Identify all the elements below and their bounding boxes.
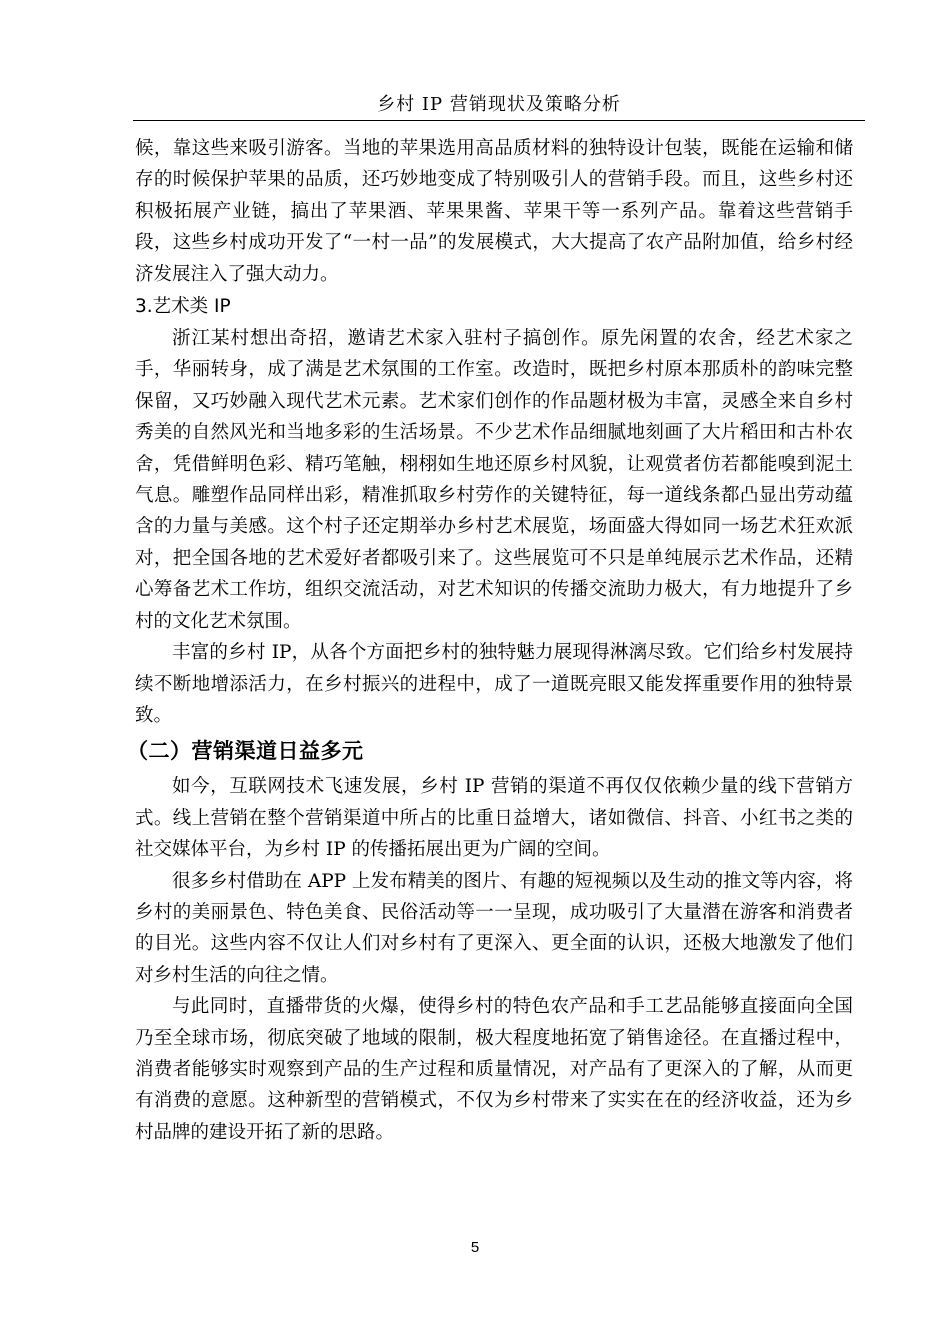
section-heading-channels: （二）营销渠道日益多元 [127, 739, 364, 764]
paragraph-continued: 候，靠这些来吸引游客。当地的苹果选用高品质材料的独特设计包装，既能在运输和储存的时候保护苹果的品质，还巧妙地变成了特别吸引人的营销手段。而且，这些乡村还积极拓展产业链，搞出了苹果酒、苹果果酱、苹果干等一系列产品。靠着这些营销手段，这些乡村成功开发了“一村一品”的发展模式，大大提高了农产品附加值，给乡村经济发展注入了强大动力。 [135, 138, 853, 285]
paragraph-app-content: 很多乡村借助在 APP 上发布精美的图片、有趣的短视频以及生动的推文等内容，将乡村的美丽景色、特色美食、民俗活动等一一呈现，成功吸引了大量潜在游客和消费者的目光。这些内容不仅让人们对乡村有了更深入、更全面的认识，还极大地激发了他们对乡村生活的向往之情。 [135, 870, 853, 986]
paragraph-rich-ip: 丰富的乡村 IP，从各个方面把乡村的独特魅力展现得淋漓尽致。它们给乡村发展持续不断地增添活力，在乡村振兴的进程中，成了一道既亮眼又能发挥重要作用的独特景致。 [135, 642, 853, 726]
paragraph-art-village: 浙江某村想出奇招，邀请艺术家入驻村子搞创作。原先闲置的农舍，经艺术家之手，华丽转身，成了满是艺术氛围的工作室。改造时，既把乡村原本那质朴的韵味完整保留，又巧妙融入现代艺术元素。艺术家们创作的作品题材极为丰富，灵感全来自乡村秀美的自然风光和当地多彩的生活场景。不少艺术作品细腻地刻画了大片稻田和古朴农舍，凭借鲜明色彩、精巧笔触，栩栩如生地还原乡村风貌，让观赏者仿若都能嗅到泥土气息。雕塑作品同样出彩，精准抓取乡村劳作的关键特征，每一道线条都凸显出劳动蕴含的力量与美感。这个村子还定期举办乡村艺术展览，场面盛大得如同一场艺术狂欢派对，把全国各地的艺术爱好者都吸引来了。这些展览可不只是单纯展示艺术作品，还精心筹备艺术工作坊，组织交流活动，对艺术知识的传播交流助力极大，有力地提升了乡村的文化艺术氛围。 [135, 328, 853, 632]
paragraph-internet: 如今，互联网技术飞速发展，乡村 IP 营销的渠道不再仅仅依赖少量的线下营销方式。线上营销在整个营销渠道中所占的比重日益增大，诸如微信、抖音、小红书之类的社交媒体平台，为乡村 IP 的传播拓展出更为广阔的空间。 [135, 776, 853, 861]
subheading-art-ip: 3.艺术类 IP [135, 296, 231, 318]
body-text [127, 133, 853, 1148]
running-header: 乡村 IP 营销现状及策略分析 [377, 94, 621, 115]
page-number: 5 [470, 1239, 480, 1256]
paragraph-live-streaming: 与此同时，直播带货的火爆，使得乡村的特色农产品和手工艺品能够直接面向全国乃至全球市场，彻底突破了地域的限制，极大程度地拓宽了销售途径。在直播过程中，消费者能够实时观察到产品的生产过程和质量情况，对产品有了更深入的了解，从而更有消费的意愿。这种新型的营销模式，不仅为乡村带来了实实在在的经济收益，还为乡村品牌的建设开拓了新的思路。 [135, 996, 853, 1143]
header-rule [133, 120, 865, 121]
